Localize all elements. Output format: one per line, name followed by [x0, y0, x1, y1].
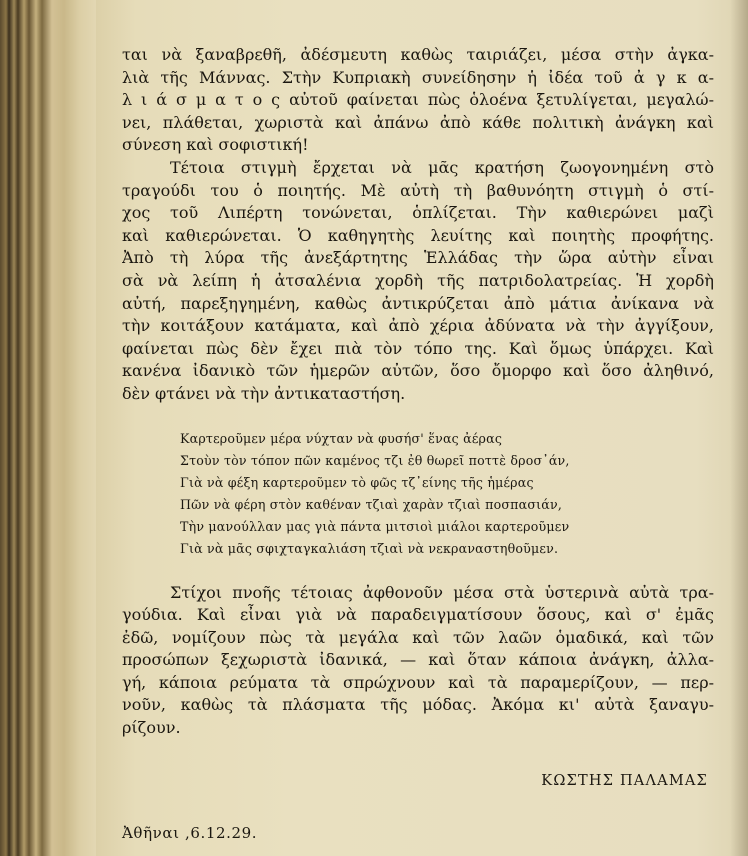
text-line: Στίχοι πνοῆς τέτοιας ἀφθονοῦν μέσα στὰ ὑστερινὰ αὐτὰ τρα- — [170, 582, 714, 602]
poem-line: Γιὰ νὰ μᾶς σφιχταγκαλιάση τζιαὶ νὰ νεκραναστηθοῦμεν. — [180, 540, 559, 556]
text-line: γή, κάποια ρεύματα τὰ σπρώχνουν καὶ τὰ παραμερίζουν, — περ- — [122, 672, 714, 692]
poem-line: Πῶν νὰ φέρη στὸν καθέναν τζιαὶ χαρὰν τζιαὶ ποσπασιάν, — [180, 496, 563, 512]
text-line: δὲν φτάνει νὰ τὴν ἀντικαταστήση. — [122, 383, 406, 403]
text-line: γούδια. Καὶ εἶναι γιὰ νὰ παραδειγματίσουν ὅσους, καὶ σ' ἐμᾶς — [122, 605, 714, 625]
text-line: ρίζουν. — [122, 718, 181, 738]
text-line: νοῦν, καθὼς τὰ πλάσματα τῆς μόδας. Ἀκόμα κι' αὐτὰ ξαναγυ- — [122, 695, 714, 715]
place-date: Ἀθῆναι ,6.12.29. — [122, 824, 258, 843]
poem-line: Γιὰ νὰ φέξη καρτεροῦμεν τὸ φῶς τζ᾽είνης τῆς ἡμέρας — [180, 474, 534, 490]
page-text — [122, 44, 714, 845]
text-line: σύνεση καὶ σοφιστική! — [122, 135, 309, 155]
poem-line: Στοὺν τὸν τόπον πῶν καμένος τζι ἐθ θωρεῖ ποττὲ δροσ᾽άν, — [180, 452, 570, 468]
poem-line: Τὴν μανούλλαν μας γιὰ πάντα μιτσιοὶ μιάλοι καρτεροῦμεν — [180, 518, 570, 534]
author-signature: ΚΩΣΤΗΣ ΠΑΛΑΜΑΣ — [541, 772, 708, 789]
paragraph-2 — [122, 157, 714, 406]
text-line: χος τοῦ Λιπέρτη τονώνεται, ὁπλίζεται. Τὴν καθιερώνει μαζὶ — [122, 203, 714, 223]
text-line: σὰ νὰ λείπη ἡ ἀτσαλένια χορδὴ τῆς πατριδολατρείας. Ἡ χορδὴ — [122, 270, 714, 290]
text-line: λ ι ά σ μ α τ ο ς αὐτοῦ φαίνεται πὼς ὁλοένα ξετυλίγεται, μεγαλώ- — [122, 90, 714, 110]
text-line: φαίνεται πὼς δὲν ἔχει πιὰ τὸν τόπο της. Καὶ ὅμως ὑπάρχει. Καὶ — [122, 338, 714, 358]
poem-line: Καρτεροῦμεν μέρα νύχταν νὰ φυσήσ' ἕνας ἀέρας — [180, 430, 503, 446]
paragraph-3 — [122, 582, 714, 740]
text-line: λιὰ τῆς Μάννας. Στὴν Κυπριακὴ συνείδησην ἡ ἰδέα τοῦ ἀ γ κ α- — [122, 67, 714, 87]
book-page — [96, 0, 748, 856]
text-line: αὐτή, παρεξηγημένη, καθὼς ἀντικρύζεται ἀπὸ μάτια ἀνίκανα νὰ — [122, 293, 714, 313]
text-line: νει, πλάθεται, χωριστὰ καὶ ἀπάνω ἀπὸ κάθε πολιτικὴ ἀνάγκη καὶ — [122, 112, 714, 132]
text-line: Τέτοια στιγμὴ ἔρχεται νὰ μᾶς κρατήση ζωογονημένη στὸ — [170, 157, 714, 177]
text-line: ται νὰ ξαναβρεθῆ, ἀδέσμευτη καθὼς ταιριάζει, μέσα στὴν ἀγκα- — [122, 45, 714, 64]
text-line: τραγούδι του ὁ ποιητής. Μὲ αὐτὴ τὴ βαθυνόητη στιγμὴ ὁ στί- — [122, 180, 714, 200]
paragraph-1 — [122, 44, 714, 157]
text-line: τὴν κοιτάξουν κατάματα, καὶ ἀπὸ χέρια ἀδύνατα νὰ τὴν ἀγγίξουν, — [122, 316, 714, 336]
text-line: καὶ καθιερώνεται. Ὁ καθηγητὴς λευίτης καὶ ποιητὴς προφήτης. — [122, 225, 714, 245]
text-line: κανένα ἰδανικὸ τῶν ἡμερῶν αὐτῶν, ὅσο ὄμορφο καὶ ὅσο ἀληθινό, — [122, 361, 714, 381]
text-line: Ἀπὸ τὴ λύρα τῆς ἀνεξάρτητης Ἑλλάδας τὴν ὥρα αὐτὴν εἶναι — [122, 248, 714, 268]
text-line: ἐδῶ, νομίζουν πὼς τὰ μεγάλα καὶ τῶν λαῶν ὁμαδικά, καὶ τῶν — [122, 627, 714, 647]
text-line: προσώπων ξεχωριστὰ ἰδανικά, — καὶ ὅταν κάποια ἀνάγκη, ἀλλα- — [122, 650, 714, 670]
poem-quote — [180, 428, 714, 560]
